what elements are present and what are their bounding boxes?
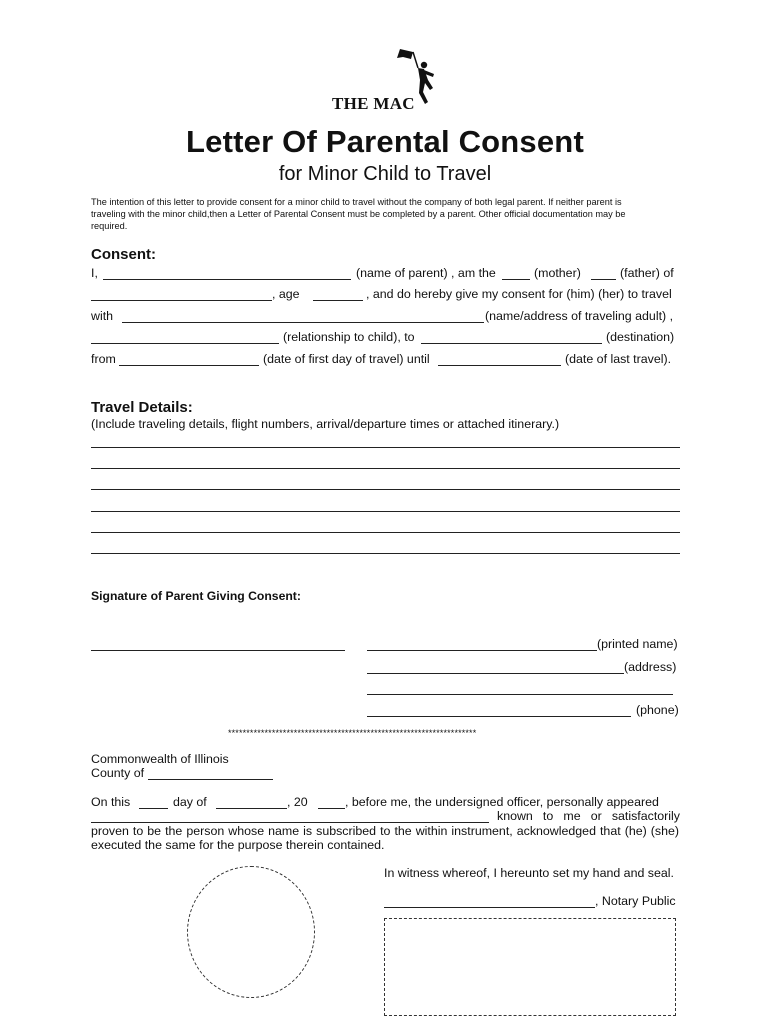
consent-text: , and do hereby give my consent for (him) (her) to travel [366,287,672,301]
notary-county-label: County of [91,766,145,780]
intro-line: traveling with the minor child,then a Letter of Parental Consent must be completed by a parent. Other official documentation may be [91,209,626,219]
notary-day-field[interactable] [139,808,168,809]
travel-details-line[interactable] [91,532,680,533]
child-name-field[interactable] [91,300,272,301]
notary-state: Commonwealth of Illinois [91,752,229,766]
consent-text: (name/address of traveling adult) , [485,309,674,323]
phone-field[interactable] [367,716,631,717]
consent-text: (destination) [606,330,675,344]
notary-stamp-box [384,918,676,1016]
consent-text: (name of parent) , am the [356,266,496,280]
appeared-name-field[interactable] [91,822,489,823]
county-field[interactable] [148,779,273,780]
relationship-field[interactable] [91,343,279,344]
page-subtitle: for Minor Child to Travel [278,163,492,185]
consent-text: (relationship to child), to [283,330,415,344]
consent-text: (mother) [534,266,581,280]
section-separator: ******************************************************************** [228,728,477,738]
consent-text: from [91,352,116,366]
notary-text: executed the same for the purpose therein contained. [91,838,385,852]
intro-line: required. [91,221,128,231]
printed-name-field[interactable] [367,650,597,651]
signature-heading: Signature of Parent Giving Consent: [91,589,301,603]
parent-signature-field[interactable] [91,650,345,651]
consent-text: with [91,309,114,323]
brand-name: THE MAC [332,94,415,113]
page-title: Letter Of Parental Consent [186,124,584,159]
consent-text: I, [91,266,98,280]
consent-heading: Consent: [91,246,156,263]
address-field-line-2[interactable] [367,694,673,695]
destination-field[interactable] [421,343,602,344]
travel-details-heading: Travel Details: [91,399,193,416]
mother-field[interactable] [502,279,530,280]
address-label: (address) [624,660,677,674]
travel-details-line[interactable] [91,511,680,512]
notary-year-field[interactable] [318,808,345,809]
notary-month-field[interactable] [216,808,287,809]
intro-line: The intention of this letter to provide consent for a minor child to travel without the company of both legal parent. If neither parent is [91,197,622,207]
traveling-adult-field[interactable] [122,322,484,323]
travel-details-line[interactable] [91,553,680,554]
travel-end-date-field[interactable] [438,365,561,366]
consent-text: (date of first day of travel) until [263,352,430,366]
printed-name-label: (printed name) [597,637,678,651]
consent-text: , age [272,287,300,301]
parent-name-field[interactable] [103,279,351,280]
intro-text [91,196,681,232]
father-field[interactable] [591,279,616,280]
notary-text: proven to be the person whose name is subscribed to the within instrument, acknowledged that (he) (she) [91,824,679,838]
address-field[interactable] [367,673,624,674]
notary-seal-area [187,866,315,998]
child-age-field[interactable] [313,300,363,301]
notary-text: , before me, the undersigned officer, personally appeared [345,795,659,809]
consent-text: (date of last travel). [565,352,672,366]
travel-details-line[interactable] [91,447,680,448]
notary-text: , 20 [287,795,308,809]
phone-label: (phone) [636,703,679,717]
notary-text: known to me or satisfactorily [497,809,680,823]
travel-start-date-field[interactable] [119,365,259,366]
consent-text: (father) of [620,266,674,280]
notary-public-label: , Notary Public [595,894,676,908]
notary-text: On this [91,795,131,809]
travel-details-line[interactable] [91,468,680,469]
witness-statement: In witness whereof, I hereunto set my hand and seal. [384,866,674,880]
notary-text: day of [173,795,207,809]
travel-details-line[interactable] [91,489,680,490]
travel-details-instructions: (Include traveling details, flight numbers, arrival/departure times or attached itinerary.) [91,417,560,431]
notary-signature-field[interactable] [384,907,595,908]
